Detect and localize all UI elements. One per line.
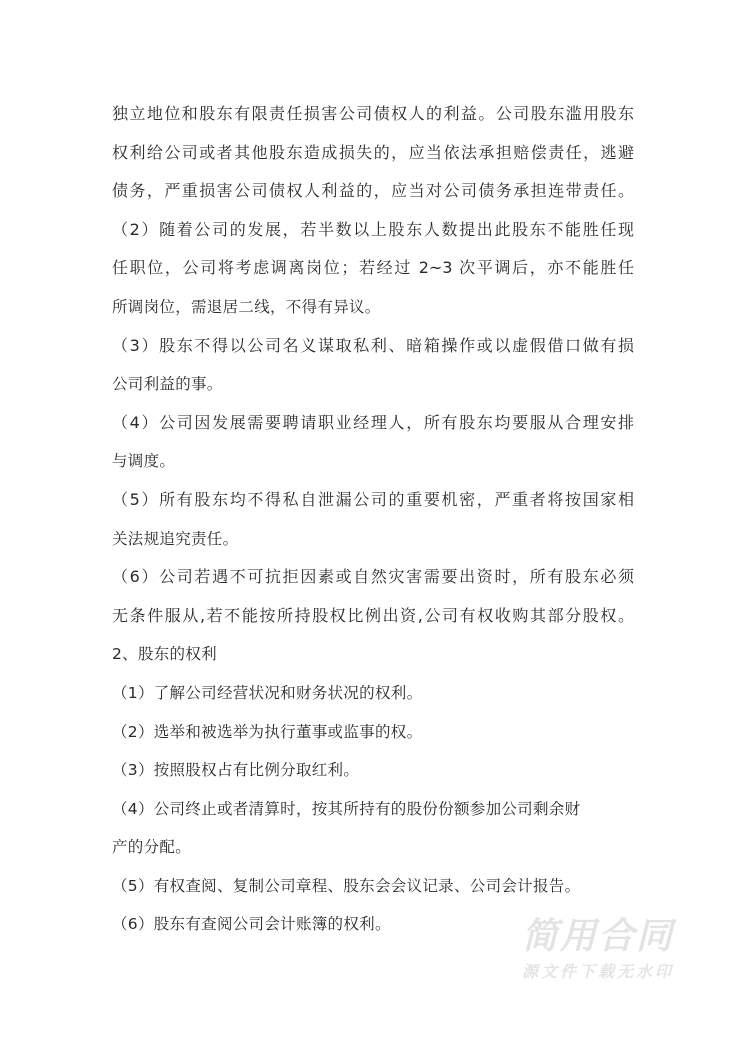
text-line: （3）股东不得以公司名义谋取私利、暗箱操作或以虚假借口做有损 [112,335,634,355]
text-line: 与调度。 [112,452,176,471]
text-line: （2）随着公司的发展，若半数以上股东人数提出此股东不能胜任现 [112,219,634,239]
text-line: （5）所有股东均不得私自泄漏公司的重要机密，严重者将按国家相 [112,489,634,509]
text-line: 权利给公司或者其他股东造成损失的，应当依法承担赔偿责任，逃避 [112,142,634,162]
text-line: 任职位，公司将考虑调离岗位；若经过 2~3 次平调后，亦不能胜任 [112,258,634,278]
document-body [112,95,634,944]
text-line: 所调岗位，需退居二线，不得有异议。 [112,297,381,316]
text-line: （4）公司终止或者清算时，按其所持有的股份份额参加公司剩余财 [112,799,581,818]
text-line: 债务，严重损害公司债权人利益的，应当对公司债务承担连带责任。 [112,181,634,201]
text-line: （5）有权查阅、复制公司章程、股东会会议记录、公司会计报告。 [112,876,581,895]
text-line: （6）股东有查阅公司会计账簿的权利。 [112,915,391,934]
text-line: 2、股东的权利 [112,645,217,664]
text-line: 关法规追究责任。 [112,529,239,548]
watermark-subtitle: 源文件下载无水印 [521,962,674,981]
text-line: （3）按照股权占有比例分取红利。 [112,761,360,780]
text-line: 无条件服从,若不能按所持股权比例出资,公司有权收购其部分股权。 [112,605,634,625]
text-line: （1）了解公司经营状况和财务状况的权利。 [112,683,423,702]
watermark [508,915,688,985]
text-line: 公司利益的事。 [112,375,223,394]
watermark-title: 简用合同 [521,916,674,957]
text-line: 产的分配。 [112,838,192,857]
text-line: （6）公司若遇不可抗拒因素或自然灾害需要出资时，所有股东必须 [112,567,634,587]
text-line: （2）选举和被选举为执行董事或监事的权。 [112,722,423,741]
text-line: （4）公司因发展需要聘请职业经理人，所有股东均要服从合理安排 [112,412,634,432]
text-line: 独立地位和股东有限责任损害公司债权人的利益。公司股东滥用股东 [112,104,634,123]
